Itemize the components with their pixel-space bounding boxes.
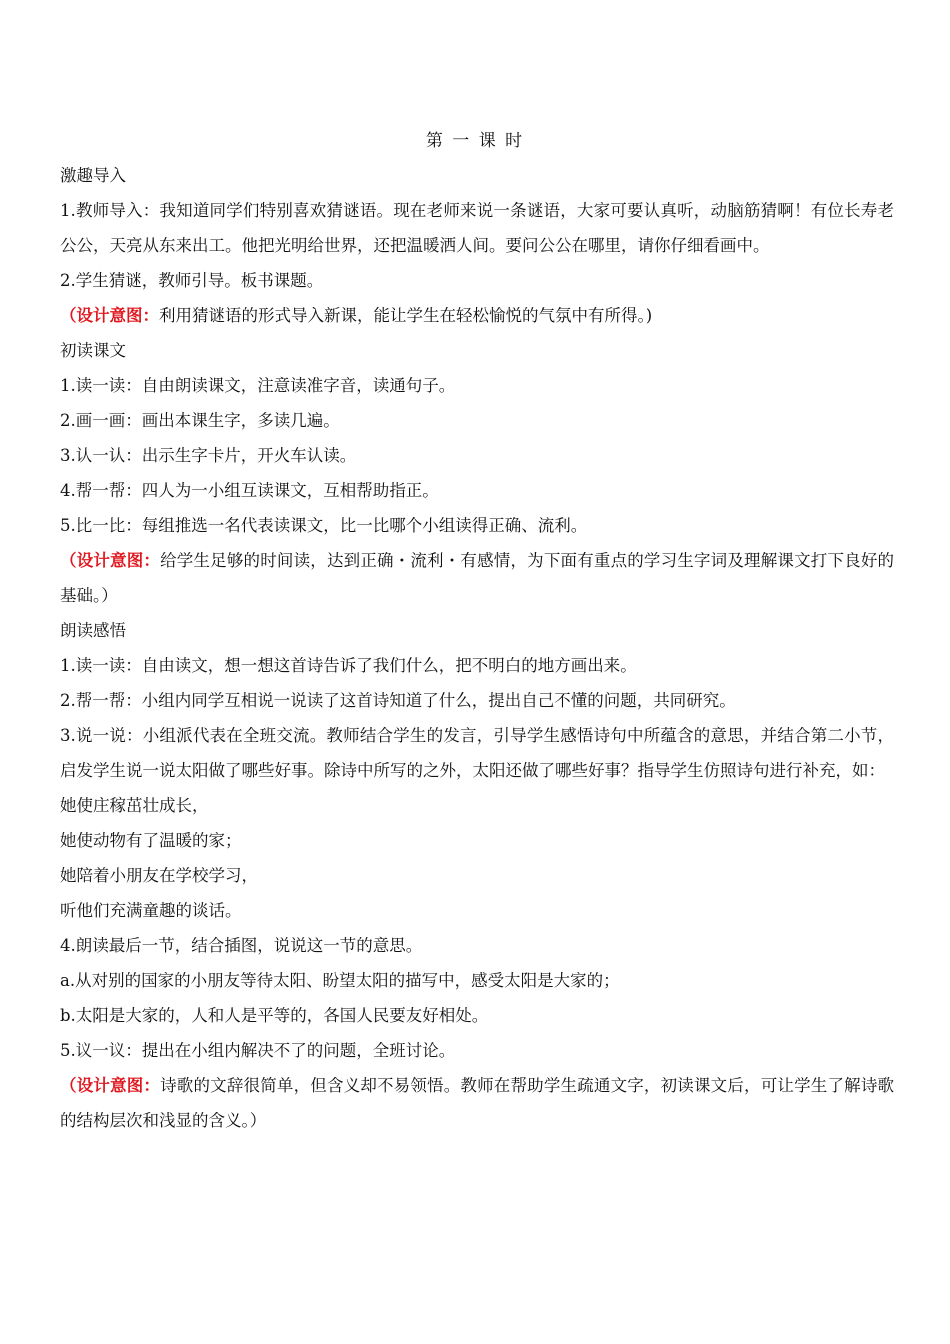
document-body [60,158,894,1138]
paragraph: 1.读一读：自由朗读课文，注意读准字音，读通句子。 [60,376,456,395]
intent-open-paren: （ [60,551,77,570]
intent-open-paren: （ [60,306,77,325]
poem-line: 她使庄稼茁壮成长， [60,796,209,815]
poem-line: 听他们充满童趣的谈话。 [60,901,242,920]
poem-line: 她陪着小朋友在学校学习， [60,866,258,885]
paragraph: 1.教师导入：我知道同学们特别喜欢猜谜语。现在老师来说一条谜语，大家可要认真听，动脑筋猜啊！有位长寿老公公，天亮从东来出工。他把光明给世界，还把温暖洒人间。要问公公在哪里，请你仔细看画中。 [60,201,894,255]
poem-line: 她使动物有了温暖的家； [60,831,242,850]
paragraph: 2.帮一帮：小组内同学互相说一说读了这首诗知道了什么，提出自己不懂的问题，共同研究。 [60,691,736,710]
paragraph: 3.认一认：出示生字卡片，开火车认读。 [60,446,357,465]
intent-text: 诗歌的文辞很简单，但含义却不易领悟。教师在帮助学生疏通文字，初读课文后，可让学生了解诗歌的结构层次和浅显的含义。） [60,1076,895,1130]
page-title: 第 一 课 时 [425,131,525,151]
paragraph: 3.说一说：小组派代表在全班交流。教师结合学生的发言，引导学生感悟诗句中所蕴含的意思，并结合第二小节，启发学生说一说太阳做了哪些好事。除诗中所写的之外，太阳还做了哪些好事？指导学生仿照诗句进行补充，如： [60,726,894,780]
paragraph: 2.学生猜谜，教师引导。板书课题。 [60,271,324,290]
paragraph: 5.比一比：每组推选一名代表读课文，比一比哪个小组读得正确、流利。 [60,516,588,535]
intent-text: 给学生足够的时间读，达到正确・流利・有感情，为下面有重点的学习生字词及理解课文打下良好的基础。） [60,551,895,605]
design-intent-note [60,1068,894,1138]
section-heading: 朗读感悟 [60,621,126,640]
paragraph: 1.读一读：自由读文，想一想这首诗告诉了我们什么，把不明白的地方画出来。 [60,656,637,675]
paragraph: 5.议一议：提出在小组内解决不了的问题，全班讨论。 [60,1041,456,1060]
paragraph: 4.帮一帮：四人为一小组互读课文，互相帮助指正。 [60,481,439,500]
intent-open-paren: （ [60,1076,77,1095]
section-heading: 激趣导入 [60,166,126,185]
design-intent-note [60,543,894,613]
design-intent-note [60,298,894,333]
paragraph: 4.朗读最后一节，结合插图，说说这一节的意思。 [60,936,423,955]
section-heading: 初读课文 [60,341,126,360]
intent-label: 设计意图： [76,551,161,570]
intent-label: 设计意图： [76,306,159,325]
paragraph: 2.画一画：画出本课生字，多读几遍。 [60,411,340,430]
paragraph: a.从对别的国家的小朋友等待太阳、盼望太阳的描写中，感受太阳是大家的； [60,971,620,990]
paragraph: b.太阳是大家的，人和人是平等的，各国人民要友好相处。 [60,1006,489,1025]
intent-label: 设计意图： [76,1076,161,1095]
intent-text: 利用猜谜语的形式导入新课，能让学生在轻松愉悦的气氛中有所得。) [159,306,653,325]
